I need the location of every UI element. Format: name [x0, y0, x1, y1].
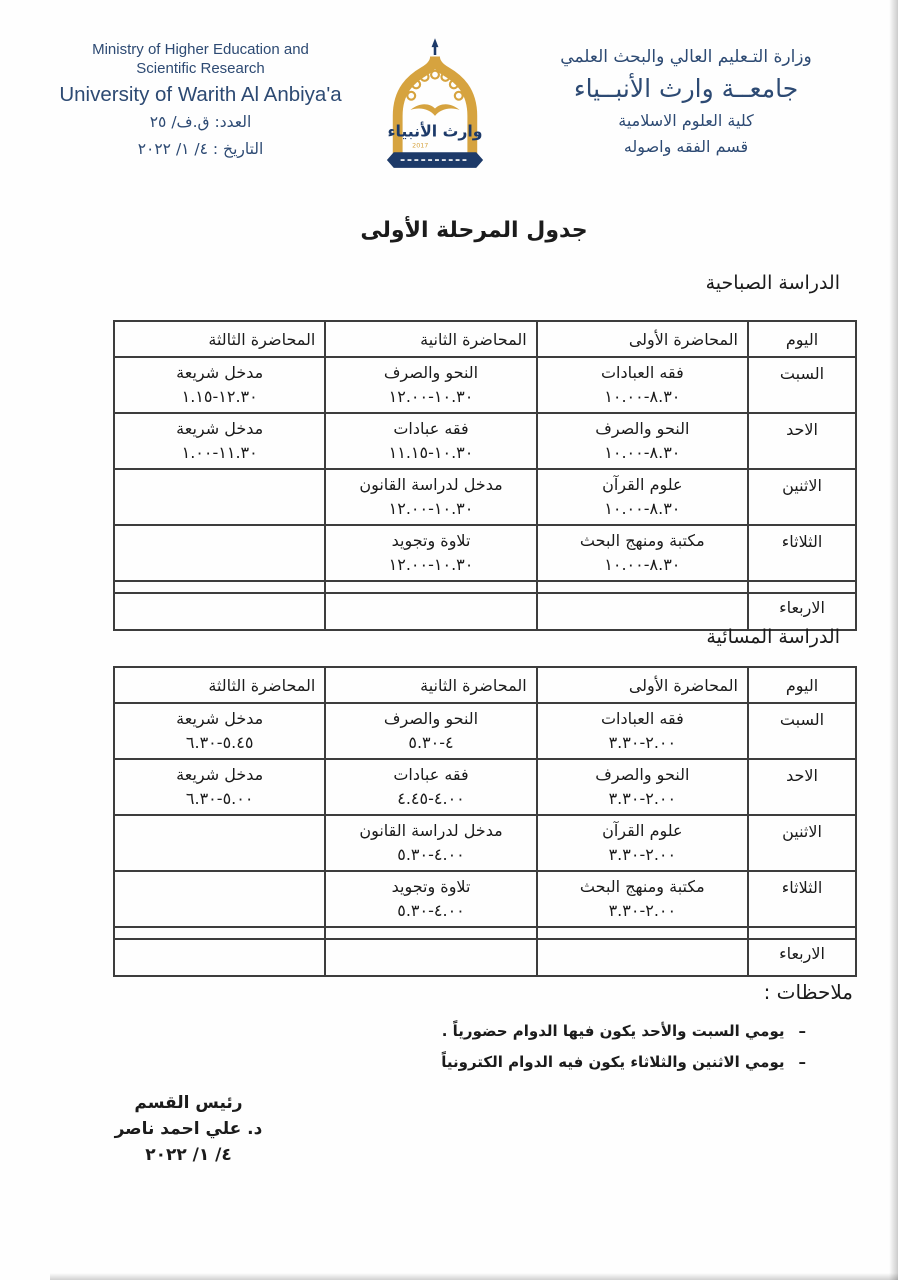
empty-cell [537, 927, 748, 939]
subject-text: مدخل شريعة [176, 363, 264, 382]
subject-text: مدخل شريعة [176, 709, 264, 728]
signature-date: ٤/ ١/ ٢٠٢٢ [145, 1145, 232, 1165]
lecture-cell [537, 815, 748, 871]
ministry-name-ar: وزارة التـعليم العالي والبحث العلمي [560, 47, 812, 67]
lecture-cell [114, 593, 325, 630]
signature-block [86, 1090, 291, 1168]
lecture-cell [537, 593, 748, 630]
lecture-cell [325, 815, 536, 871]
spacer-row [114, 927, 856, 939]
lecture-cell [537, 871, 748, 927]
time-text: ٤-٥.٣٠ [408, 733, 454, 752]
table-header-row [114, 321, 856, 357]
lecture-cell [114, 939, 325, 976]
day-cell: الاربعاء [748, 593, 856, 630]
day-cell: الثلاثاء [748, 525, 856, 581]
lecture-cell [325, 759, 536, 815]
empty-cell [748, 581, 856, 593]
lecture-cell [325, 357, 536, 413]
dash-bullet-icon: – [798, 1053, 806, 1071]
morning-section-label: الدراسة الصباحية [705, 272, 840, 294]
time-text: ١٠.٣٠-١٢.٠٠ [388, 555, 474, 574]
lecture-cell [325, 593, 536, 630]
table-row [114, 413, 856, 469]
time-text: ١٠.٣٠-١١.١٥ [388, 443, 474, 462]
lecture-cell [114, 815, 325, 871]
time-text: ٨.٣٠-١٠.٠٠ [604, 443, 681, 462]
column-header: اليوم [748, 321, 856, 357]
table-row [114, 469, 856, 525]
ministry-name-en-line1: Ministry of Higher Education and [92, 41, 309, 58]
subject-text: مكتبة ومنهج البحث [579, 877, 705, 896]
lecture-cell [325, 525, 536, 581]
lecture-cell [114, 413, 325, 469]
department-name-ar: قسم الفقه واصوله [623, 137, 749, 156]
column-header: المحاضرة الثانية [325, 667, 536, 703]
subject-text: مدخل شريعة [176, 765, 264, 784]
time-text: ٢.٠٠-٣.٣٠ [608, 901, 677, 920]
table-row [114, 759, 856, 815]
empty-cell [325, 927, 536, 939]
subject-text: فقه عبادات [393, 419, 469, 438]
time-text: ٤.٠٠-٤.٤٥ [397, 789, 465, 808]
table-header-row [114, 667, 856, 703]
document-title: جدول المرحلة الأولى [360, 218, 588, 243]
column-header: المحاضرة الثانية [325, 321, 536, 357]
day-cell: الاثنين [748, 815, 856, 871]
empty-cell [748, 927, 856, 939]
time-text: ٢.٠٠-٣.٣٠ [608, 845, 677, 864]
time-text: ٨.٣٠-١٠.٠٠ [604, 555, 681, 574]
lecture-cell [537, 703, 748, 759]
day-cell: الثلاثاء [748, 871, 856, 927]
table-row [114, 815, 856, 871]
morning-schedule-table [113, 320, 857, 631]
day-cell: الاحد [748, 413, 856, 469]
day-cell: الاحد [748, 759, 856, 815]
spacer-row [114, 581, 856, 593]
lecture-cell [114, 469, 325, 525]
lecture-cell [114, 525, 325, 581]
time-text: ١٠.٣٠-١٢.٠٠ [388, 387, 474, 406]
logo-calligraphy-text: وارث الأنبياء [387, 121, 483, 141]
document-date-line: التاريخ : ٤/ ١/ ٢٠٢٢ [137, 140, 264, 158]
time-text: ١٠.٣٠-١٢.٠٠ [388, 499, 474, 518]
lecture-cell [325, 469, 536, 525]
logo-year-text: 2017 [412, 141, 429, 150]
subject-text: فقه العبادات [600, 709, 684, 728]
subject-text: مدخل لدراسة القانون [359, 475, 503, 494]
subject-text: علوم القرآن [602, 475, 683, 494]
subject-text: مدخل شريعة [176, 419, 264, 438]
table-row [114, 593, 856, 630]
university-name-en: University of Warith Al Anbiya'a [59, 83, 342, 106]
table-row [114, 357, 856, 413]
note-item [441, 1053, 806, 1071]
day-cell: السبت [748, 357, 856, 413]
note-item [441, 1022, 806, 1040]
subject-text: النحو والصرف [383, 709, 479, 728]
empty-cell [114, 581, 325, 593]
lecture-cell [537, 357, 748, 413]
column-header: المحاضرة الثالثة [114, 667, 325, 703]
english-header-block [48, 40, 353, 162]
note-text: يومي الاثنين والثلاثاء يكون فيه الدوام الكترونياً [441, 1053, 785, 1071]
time-text: ٨.٣٠-١٠.٠٠ [604, 387, 681, 406]
time-text: ٥.٤٥-٦.٣٠ [185, 733, 254, 752]
time-text: ٤.٠٠-٥.٣٠ [397, 901, 465, 920]
subject-text: فقه عبادات [393, 765, 469, 784]
note-text: يومي السبت والأحد يكون فيها الدوام حضورياً . [441, 1022, 785, 1040]
lecture-cell [325, 871, 536, 927]
time-text: ٢.٠٠-٣.٣٠ [608, 733, 677, 752]
day-cell: السبت [748, 703, 856, 759]
subject-text: تلاوة وتجويد [391, 877, 471, 896]
lecture-cell [537, 759, 748, 815]
subject-text: النحو والصرف [595, 765, 690, 784]
column-header: المحاضرة الثالثة [114, 321, 325, 357]
lecture-cell [114, 871, 325, 927]
university-logo-icon [381, 36, 489, 182]
subject-text: النحو والصرف [383, 363, 479, 382]
subject-text: علوم القرآن [602, 821, 683, 840]
table-row [114, 703, 856, 759]
subject-text: مكتبة ومنهج البحث [579, 531, 705, 550]
lecture-cell [537, 525, 748, 581]
table-row [114, 525, 856, 581]
lecture-cell [325, 939, 536, 976]
lecture-cell [114, 703, 325, 759]
signer-title: رئيس القسم [134, 1093, 243, 1113]
notes-heading: ملاحظات : [763, 980, 853, 1004]
university-name-ar: جامعــة وارث الأنبــياء [573, 74, 799, 103]
column-header: المحاضرة الأولى [537, 321, 748, 357]
lecture-cell [114, 357, 325, 413]
scan-edge-right [889, 0, 898, 1280]
table-row [114, 939, 856, 976]
subject-text: مدخل لدراسة القانون [359, 821, 503, 840]
university-logo [381, 36, 489, 182]
lecture-cell [114, 759, 325, 815]
lecture-cell [537, 469, 748, 525]
empty-cell [114, 927, 325, 939]
scan-edge-bottom [50, 1273, 898, 1280]
time-text: ٨.٣٠-١٠.٠٠ [604, 499, 681, 518]
evening-schedule-table [113, 666, 857, 977]
lecture-cell [537, 413, 748, 469]
subject-text: فقه العبادات [600, 363, 684, 382]
notes-list [441, 1022, 806, 1084]
empty-cell [325, 581, 536, 593]
subject-text: تلاوة وتجويد [391, 531, 471, 550]
time-text: ٥.٠٠-٦.٣٠ [185, 789, 254, 808]
empty-cell [537, 581, 748, 593]
column-header: المحاضرة الأولى [537, 667, 748, 703]
day-cell: الاثنين [748, 469, 856, 525]
signer-name: د. علي احمد ناصر [114, 1119, 263, 1139]
college-name-ar: كلية العلوم الاسلامية [618, 111, 754, 130]
time-text: ٢.٠٠-٣.٣٠ [608, 789, 677, 808]
arabic-header-block [500, 44, 872, 160]
dash-bullet-icon: – [798, 1022, 806, 1040]
column-header: اليوم [748, 667, 856, 703]
day-cell: الاربعاء [748, 939, 856, 976]
subject-text: النحو والصرف [595, 419, 690, 438]
time-text: ١٢.٣٠-١.١٥ [181, 387, 258, 406]
lecture-cell [325, 413, 536, 469]
time-text: ٤.٠٠-٥.٣٠ [397, 845, 465, 864]
evening-section-label: الدراسة المسائية [706, 626, 840, 648]
ministry-name-en-line2: Scientific Research [136, 60, 265, 77]
table-row [114, 871, 856, 927]
time-text: ١١.٣٠-١.٠٠ [181, 443, 258, 462]
document-number-line: العدد: ق.ف/ ٢٥ [149, 113, 252, 131]
lecture-cell [325, 703, 536, 759]
lecture-cell [537, 939, 748, 976]
